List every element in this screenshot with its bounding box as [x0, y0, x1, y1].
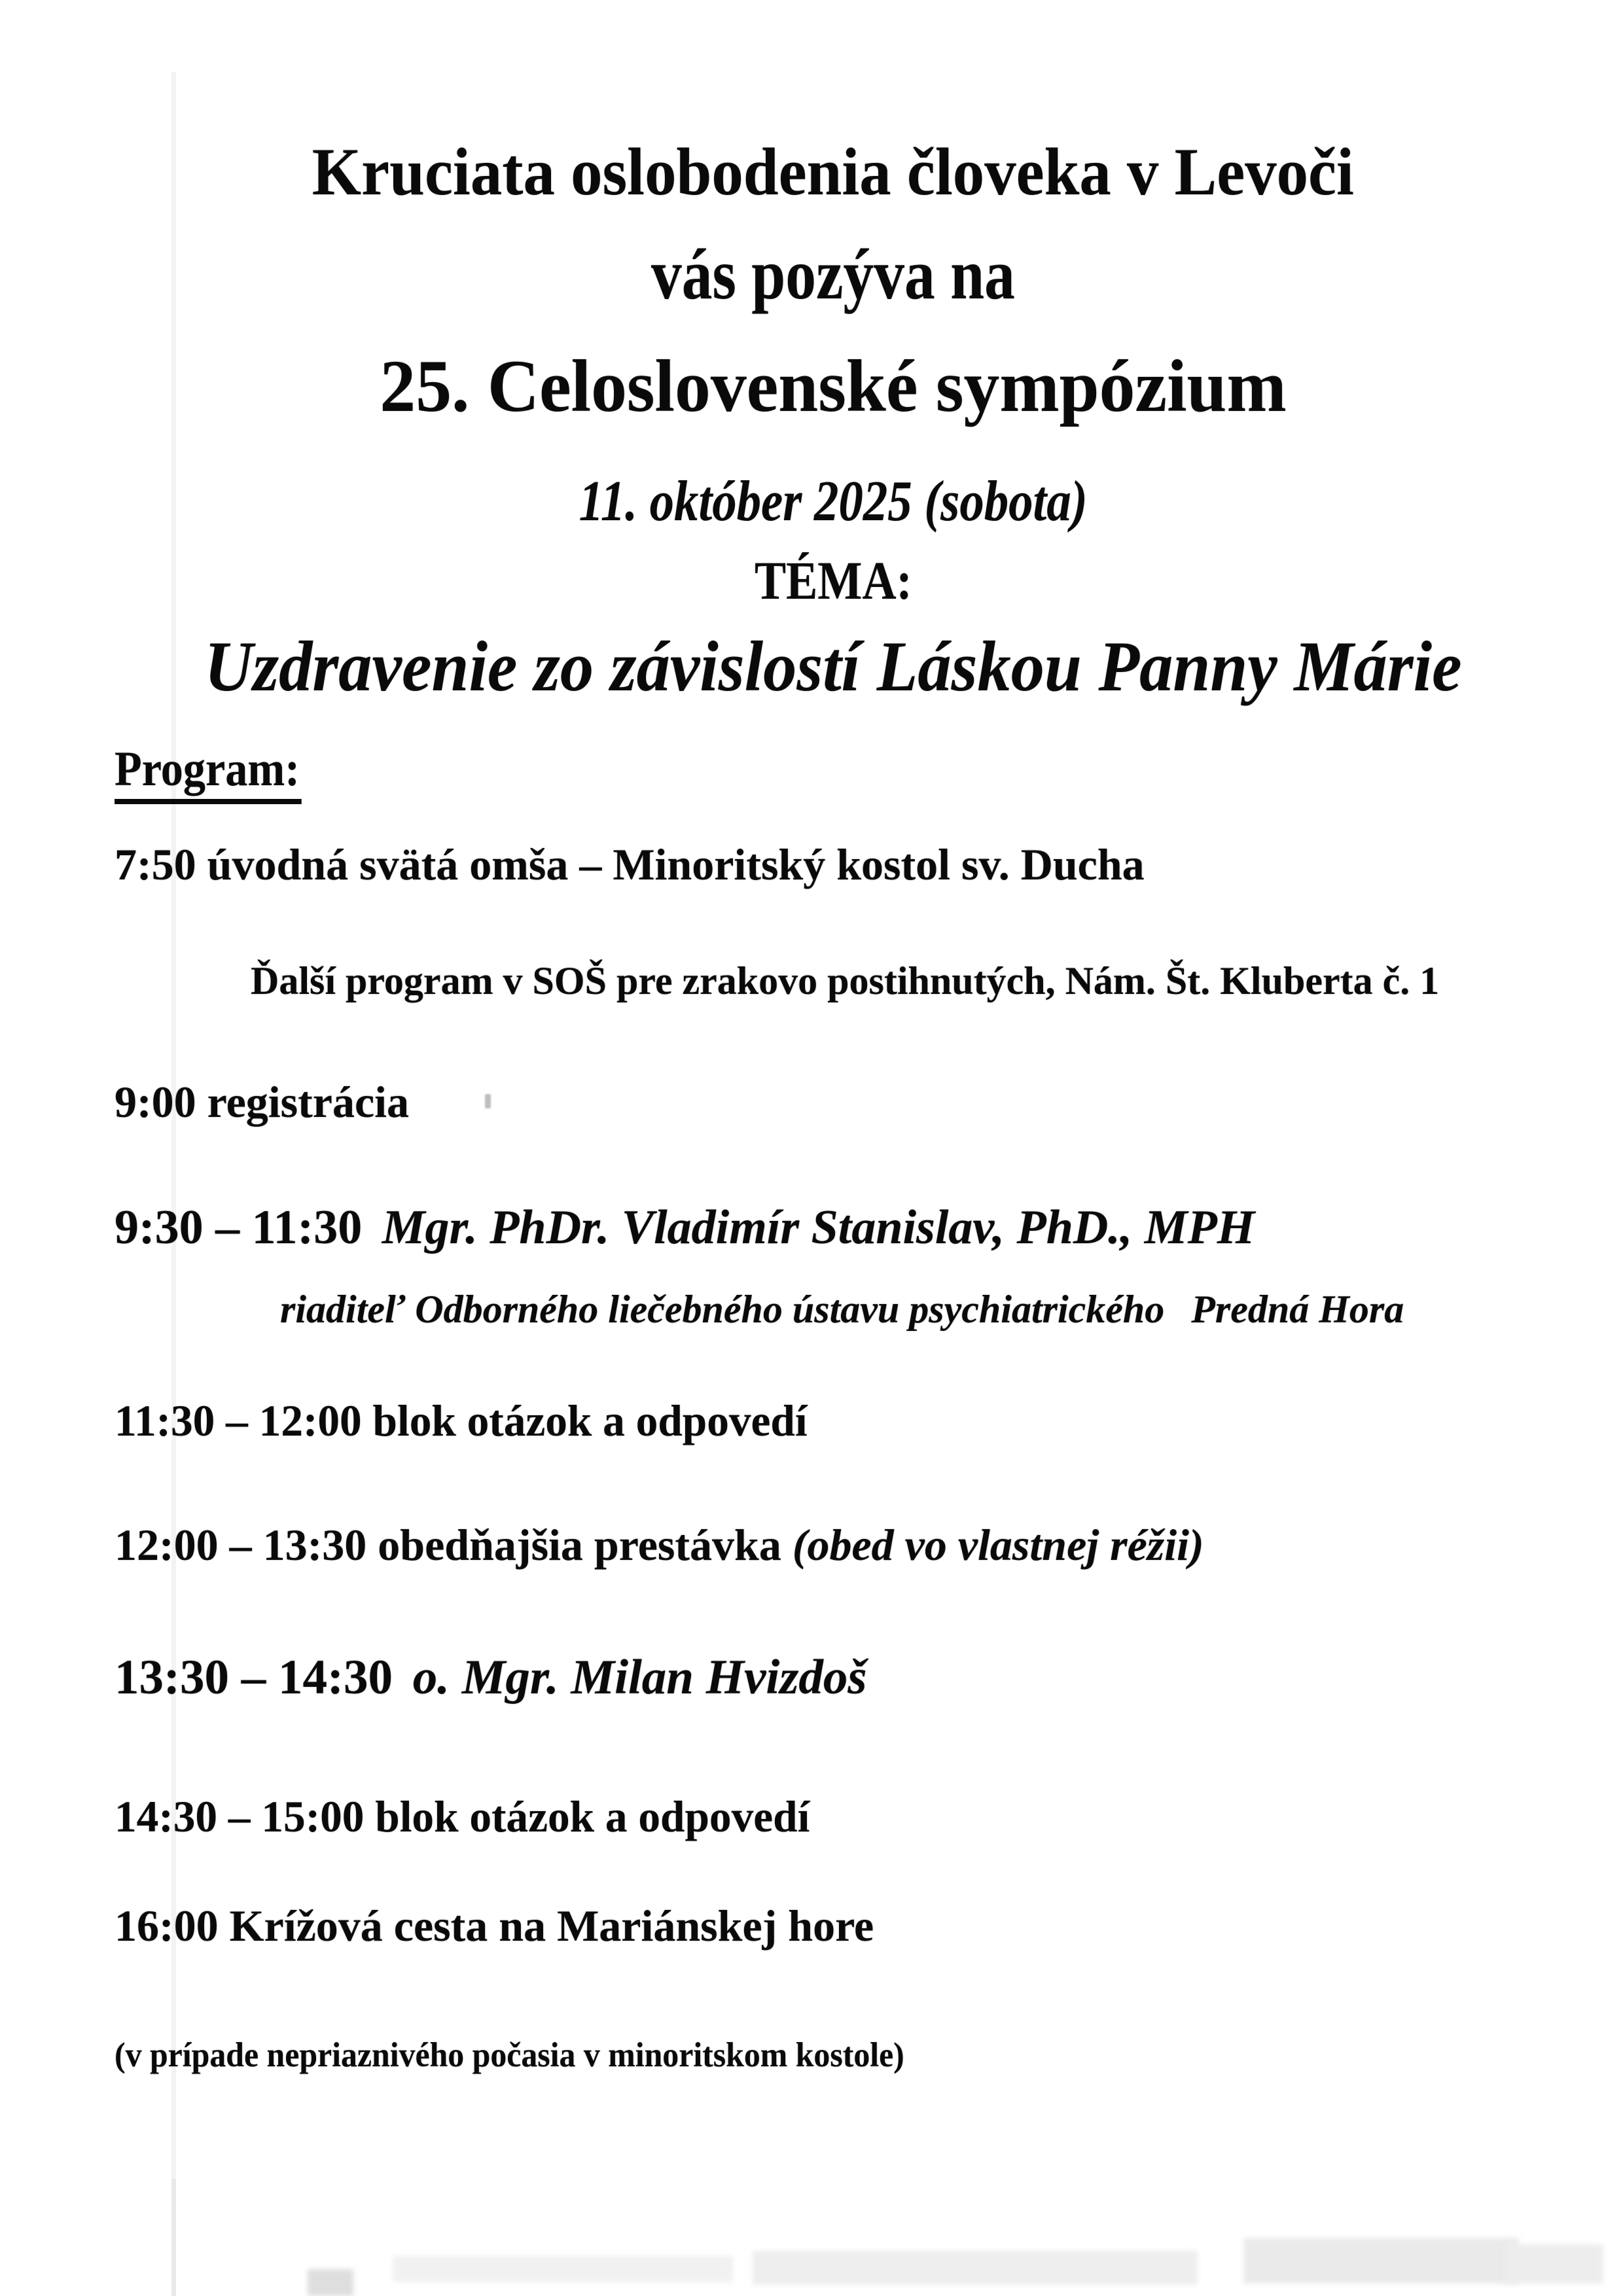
- event-title-line: [0, 345, 1623, 427]
- speaker-place: Predná Hora: [1191, 1288, 1404, 1331]
- item-text: obedňajšia prestávka: [378, 1520, 781, 1570]
- venue-note-text: Ďalší program v SOŠ pre zrakovo postihnutých, Nám. Št. Kluberta č. 1: [251, 959, 1440, 1002]
- item-text: blok otázok a odpovedí: [372, 1396, 808, 1445]
- program-item-0930: [115, 1203, 1255, 1252]
- weather-footnote-line: [115, 2038, 955, 2073]
- scan-smudge: [753, 2251, 1198, 2285]
- item-text: registrácia: [207, 1077, 410, 1127]
- program-heading-line: [115, 742, 320, 796]
- item-time: 9:30 – 11:30: [115, 1201, 363, 1254]
- item-time: 12:00 – 13:30: [115, 1520, 367, 1570]
- program-item-1430: [115, 1794, 817, 1839]
- scan-smudge: [308, 2269, 353, 2296]
- invite-line: [0, 234, 1623, 314]
- speaker-detail-line: [280, 1290, 1404, 1329]
- scan-smudge: [1505, 2244, 1603, 2284]
- item-time: 14:30 – 15:00: [115, 1792, 365, 1841]
- scan-speck: [485, 1094, 491, 1108]
- event-date: 11. október 2025 (sobota): [579, 470, 1088, 533]
- program-venue-note: [251, 961, 1439, 1000]
- item-time: 11:30 – 12:00: [115, 1396, 362, 1445]
- event-date-line: [0, 470, 1623, 533]
- theme-line: [0, 627, 1623, 706]
- program-item-1130: [115, 1398, 814, 1443]
- program-item-1330: [115, 1650, 867, 1704]
- invite-text: vás pozýva na: [651, 234, 1015, 314]
- scan-smudge: [393, 2256, 733, 2282]
- program-heading: Program:: [115, 742, 302, 804]
- item-time: 9:00: [115, 1077, 196, 1127]
- item-note-italic: (obed vo vlastnej réžii): [792, 1520, 1204, 1570]
- item-speaker: o. Mgr. Milan Hvizdoš: [412, 1650, 867, 1704]
- theme-label-line: [0, 550, 1623, 610]
- item-time: 13:30 – 14:30: [115, 1650, 393, 1704]
- item-text: blok otázok a odpovedí: [375, 1792, 810, 1841]
- scan-smudge: [1243, 2238, 1518, 2284]
- event-title: 25. Celoslovenské sympózium: [380, 345, 1287, 427]
- program-item-0900: [115, 1077, 410, 1127]
- item-speaker: Mgr. PhDr. Vladimír Stanislav, PhD., MPH: [382, 1201, 1255, 1254]
- item-time: 16:00: [115, 1901, 219, 1951]
- organization-title-line: [0, 135, 1623, 209]
- weather-footnote: (v prípade nepriaznivého počasia v minoritskom kostole): [115, 2036, 904, 2074]
- program-item-0750: [115, 839, 1145, 889]
- theme-label: TÉMA:: [754, 550, 912, 610]
- item-text: úvodná svätá omša – Minoritský kostol sv. Ducha: [207, 839, 1145, 889]
- program-item-1200: [115, 1520, 1204, 1570]
- program-item-1600: [115, 1901, 874, 1951]
- scan-edge-line-bottom: [171, 2179, 176, 2296]
- speaker-role: riaditeľ Odborného liečebného ústavu psychiatrického: [280, 1288, 1165, 1331]
- item-time: 7:50: [115, 839, 196, 889]
- item-text: Krížová cesta na Mariánskej hore: [229, 1901, 874, 1951]
- theme-text: Uzdravenie zo závislostí Láskou Panny Márie: [204, 627, 1462, 706]
- organization-title: Kruciata oslobodenia človeka v Levoči: [312, 135, 1355, 209]
